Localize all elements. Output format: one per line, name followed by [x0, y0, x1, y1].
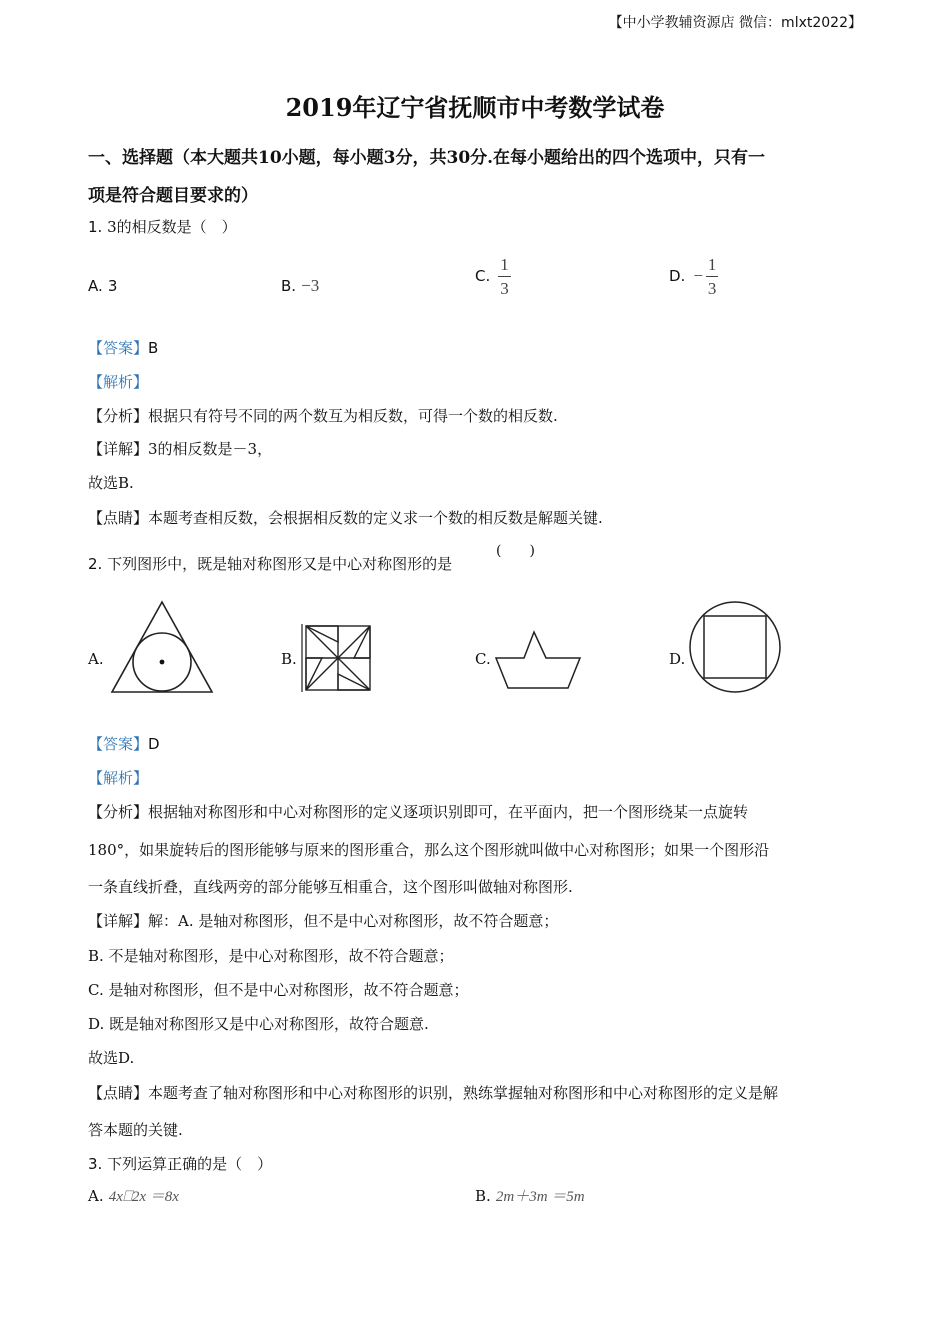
q2-dianjing-line1: 【点睛】本题考查了轴对称图形和中心对称图形的识别，熟练掌握轴对称图形和中心对称图形的定义是解: [88, 1084, 779, 1102]
q1-option-d-label: D.: [669, 267, 686, 285]
q3-option-b: [475, 1185, 585, 1206]
q1-option-c: [475, 252, 511, 300]
page-title: 2019年辽宁省抚顺市中考数学试卷: [285, 93, 665, 122]
q2-answer-tag: 【答案】: [88, 735, 149, 753]
q2-option-c-label: C.: [475, 650, 491, 668]
q3-option-a: [88, 1185, 179, 1206]
q1-xiangjie: 【详解】3的相反数是－3，: [88, 440, 273, 458]
q2-xiangjie-line4: D. 既是轴对称图形又是中心对称图形，故符合题意.: [88, 1015, 429, 1033]
q1-option-c-fraction: [498, 256, 511, 297]
header-note: 【中小学教辅资源店 微信：mlxt2022】: [608, 15, 862, 31]
q1-option-a-value: 3: [107, 277, 118, 295]
section-heading-line1: 一、选择题（本大题共10小题，每小题3分，共30分.在每小题给出的四个选项中，只有一: [88, 148, 766, 168]
q1-option-b: [281, 276, 319, 296]
q2-xiangjie-line2: B. 不是轴对称图形，是中心对称图形，故不符合题意；: [88, 947, 454, 965]
q1-stem: 3的相反数是（ ）: [107, 218, 237, 236]
q2-option-b-label: B.: [281, 650, 297, 668]
q1-option-d: [669, 252, 718, 300]
q2-fenxi-line1: 【分析】根据轴对称图形和中心对称图形的定义逐项识别即可，在平面内，把一个图形绕某一点旋转: [88, 803, 749, 821]
q2-guxuan: 故选D.: [88, 1049, 135, 1067]
q1-answer-value: B: [148, 339, 159, 357]
q3-option-a-expr: 4x⎕2x ＝8x: [108, 1189, 179, 1205]
q1-option-c-denominator: 3: [500, 278, 509, 298]
q2-fenxi-line3: 一条直线折叠，直线两旁的部分能够互相重合，这个图形叫做轴对称图形.: [88, 878, 573, 896]
q2-dianjing-line2: 答本题的关键.: [88, 1121, 183, 1139]
q3-number: 3.: [88, 1155, 103, 1173]
q1-dianjing: 【点睛】本题考查相反数，会根据相反数的定义求一个数的相反数是解题关键.: [88, 509, 603, 527]
q3-option-a-label: A.: [88, 1187, 104, 1205]
q2-option-a-label: A.: [88, 650, 104, 668]
pinwheel-figure: [298, 622, 376, 694]
q2-fenxi-line2: 180°，如果旋转后的图形能够与原来的图形重合，那么这个图形就叫做中心对称图形；如果一个图形沿: [88, 841, 770, 859]
q2-stem: 下列图形中，既是轴对称图形又是中心对称图形的是: [107, 555, 453, 573]
q1-option-d-denominator: 3: [707, 278, 717, 298]
q3-option-b-expr: 2m＋3m ＝5m: [495, 1189, 585, 1205]
q1-option-d-fraction: [706, 256, 719, 297]
triangle-with-incircle-figure: [108, 600, 216, 696]
q3-stem: 下列运算正确的是（ ）: [107, 1155, 273, 1173]
q2-answer-value: D: [148, 735, 160, 753]
q1-stem-line: [88, 216, 237, 237]
square-in-circle-figure: [688, 600, 782, 694]
q1-answer-tag: 【答案】: [88, 339, 149, 357]
q1-option-c-numerator: 1: [498, 256, 511, 277]
q2-analysis-tag: 【解析】: [88, 769, 149, 787]
q1-answer: [88, 337, 158, 358]
q1-option-d-numerator: 1: [706, 256, 719, 277]
paper-boat-figure: [494, 630, 584, 692]
q1-option-c-label: C.: [475, 267, 491, 285]
q2-answer: [88, 733, 160, 754]
q2-stem-line: [88, 553, 452, 574]
q2-paren: ( ): [496, 543, 535, 559]
q1-option-b-label: B.: [281, 277, 297, 295]
q1-guxuan: 故选B.: [88, 474, 134, 492]
q1-option-a: [88, 276, 117, 295]
q3-option-b-label: B.: [475, 1187, 491, 1205]
q1-option-a-label: A.: [88, 277, 103, 295]
q1-option-d-sign: −: [693, 266, 703, 285]
q1-number: 1.: [88, 218, 103, 236]
q2-option-d-label: D.: [669, 650, 686, 668]
q2-xiangjie-line1: 【详解】解：A. 是轴对称图形，但不是中心对称图形，故不符合题意；: [88, 912, 559, 930]
q2-number: 2.: [88, 555, 103, 573]
q1-fenxi: 【分析】根据只有符号不同的两个数互为相反数，可得一个数的相反数.: [88, 407, 558, 425]
q1-analysis-tag: 【解析】: [88, 373, 149, 391]
q2-xiangjie-line3: C. 是轴对称图形，但不是中心对称图形，故不符合题意；: [88, 981, 469, 999]
section-heading-line2: 项是符合题目要求的）: [88, 186, 258, 206]
q3-stem-line: [88, 1153, 272, 1174]
q1-option-b-value: −3: [301, 276, 320, 295]
